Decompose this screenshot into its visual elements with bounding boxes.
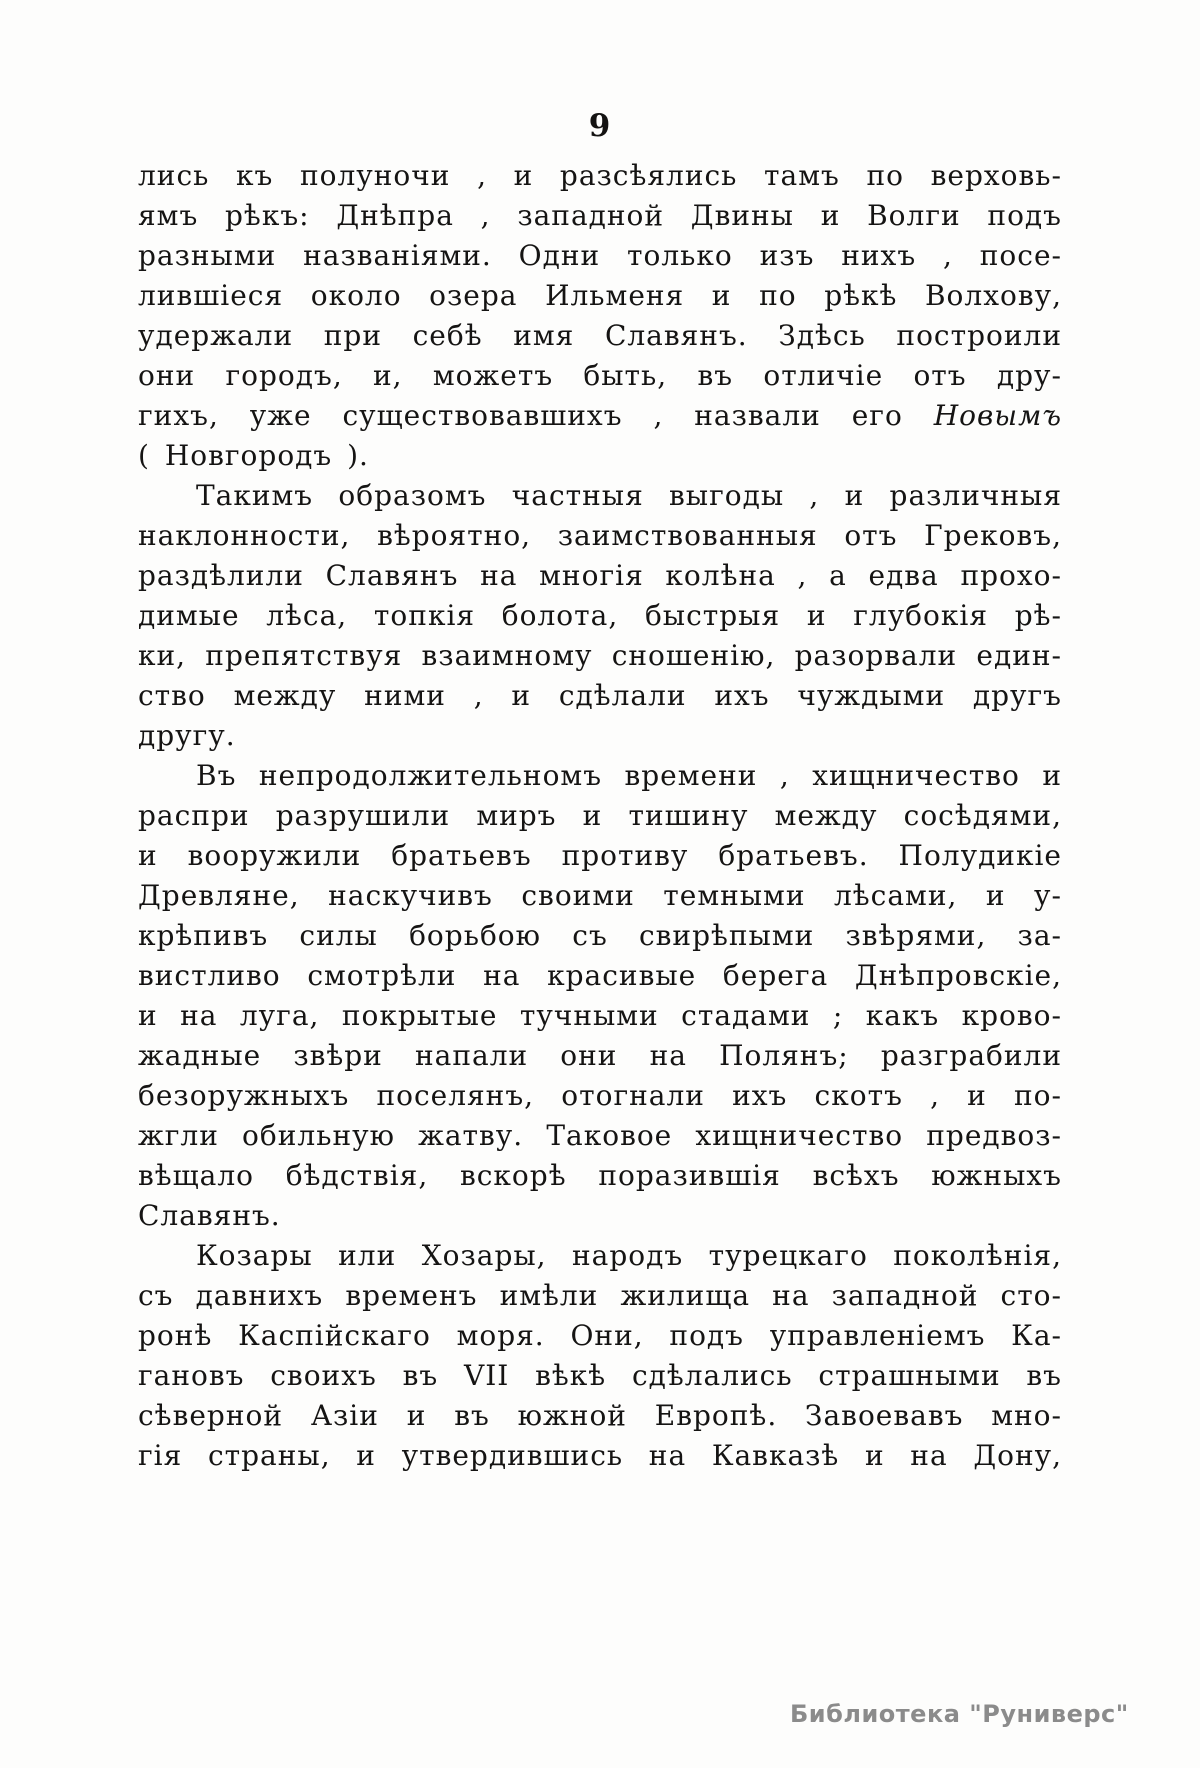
text-block (138, 156, 1062, 1476)
italic-word: Новымъ (933, 399, 1062, 432)
text-line: вѣщало бѣдствія, вскорѣ поразившія всѣхъ южныхъ (138, 1159, 1062, 1192)
page-number: 9 (588, 108, 612, 144)
text-line: Славянъ. (138, 1199, 281, 1232)
text-line: и на луга, покрытые тучными стадами ; какъ крово- (138, 999, 1062, 1032)
text-line: съ давнихъ временъ имѣли жилища на западной сто- (138, 1279, 1062, 1312)
text-line: крѣпивъ силы борьбою съ свирѣпыми звѣрями, за- (138, 919, 1062, 952)
text-line: жгли обильную жатву. Таковое хищничество предвоз- (138, 1119, 1062, 1152)
text-line: ( Новгородъ ). (138, 439, 369, 472)
text-segment: гихъ, уже существовавшихъ , назвали его (138, 399, 903, 432)
text-line: ки, препятствуя взаимному сношенію, разорвали един- (138, 639, 1062, 672)
text-line: наклонности, вѣроятно, заимствованныя отъ Грековъ, (138, 519, 1062, 552)
text-line: и вооружили братьевъ противу братьевъ. Полудикіе (138, 839, 1062, 872)
text-line: Древляне, наскучивъ своими темными лѣсами, и у- (138, 879, 1062, 912)
text-line: лись къ полуночи , и разсѣялись тамъ по верховь- (138, 159, 1062, 192)
text-line: Такимъ образомъ частныя выгоды , и различныя (196, 479, 1062, 512)
text-line: вистливо смотрѣли на красивые берега Днѣпровскіе, (138, 959, 1062, 992)
text-line: они городъ, и, можетъ быть, въ отличіе отъ дру- (138, 359, 1062, 392)
text-line: жадные звѣри напали они на Полянъ; разграбили (138, 1039, 1062, 1072)
text-line: ронѣ Каспійскаго моря. Они, подъ управленіемъ Ка- (138, 1319, 1062, 1352)
text-line: разными названіями. Одни только изъ нихъ , посе- (138, 239, 1062, 272)
text-line: димые лѣса, топкія болота, быстрыя и глубокія рѣ- (138, 599, 1062, 632)
text-line: другу. (138, 719, 236, 752)
paragraph-3 (138, 756, 1062, 1236)
library-watermark: Библиотека "Руниверс" (790, 1700, 1129, 1728)
text-line: Козары или Хозары, народъ турецкаго поколѣнія, (196, 1239, 1062, 1272)
paragraph-2 (138, 476, 1062, 756)
text-line: лившіеся около озера Ильменя и по рѣкѣ Волхову, (138, 279, 1062, 312)
text-line: безоружныхъ поселянъ, отогнали ихъ скотъ , и по- (138, 1079, 1062, 1112)
text-line-with-italic (138, 396, 1062, 436)
text-line: раздѣлили Славянъ на многія колѣна , а едва прохо- (138, 559, 1062, 592)
text-line: гія страны, и утвердившись на Кавказѣ и на Дону, (138, 1439, 1062, 1472)
text-line: ство между ними , и сдѣлали ихъ чуждыми другъ (138, 679, 1062, 712)
paragraph-4 (138, 1236, 1062, 1476)
paragraph-1 (138, 156, 1062, 476)
text-line: удержали при себѣ имя Славянъ. Здѣсь построили (138, 319, 1062, 352)
text-line: сѣверной Азіи и въ южной Европѣ. Завоевавъ мно- (138, 1399, 1062, 1432)
text-line: ямъ рѣкъ: Днѣпра , западной Двины и Волги подъ (138, 199, 1062, 232)
text-line: гановъ своихъ въ VII вѣкѣ сдѣлались страшными въ (138, 1359, 1062, 1392)
text-line: распри разрушили миръ и тишину между сосѣдями, (138, 799, 1062, 832)
text-line: Въ непродолжительномъ времени , хищничество и (196, 759, 1062, 792)
